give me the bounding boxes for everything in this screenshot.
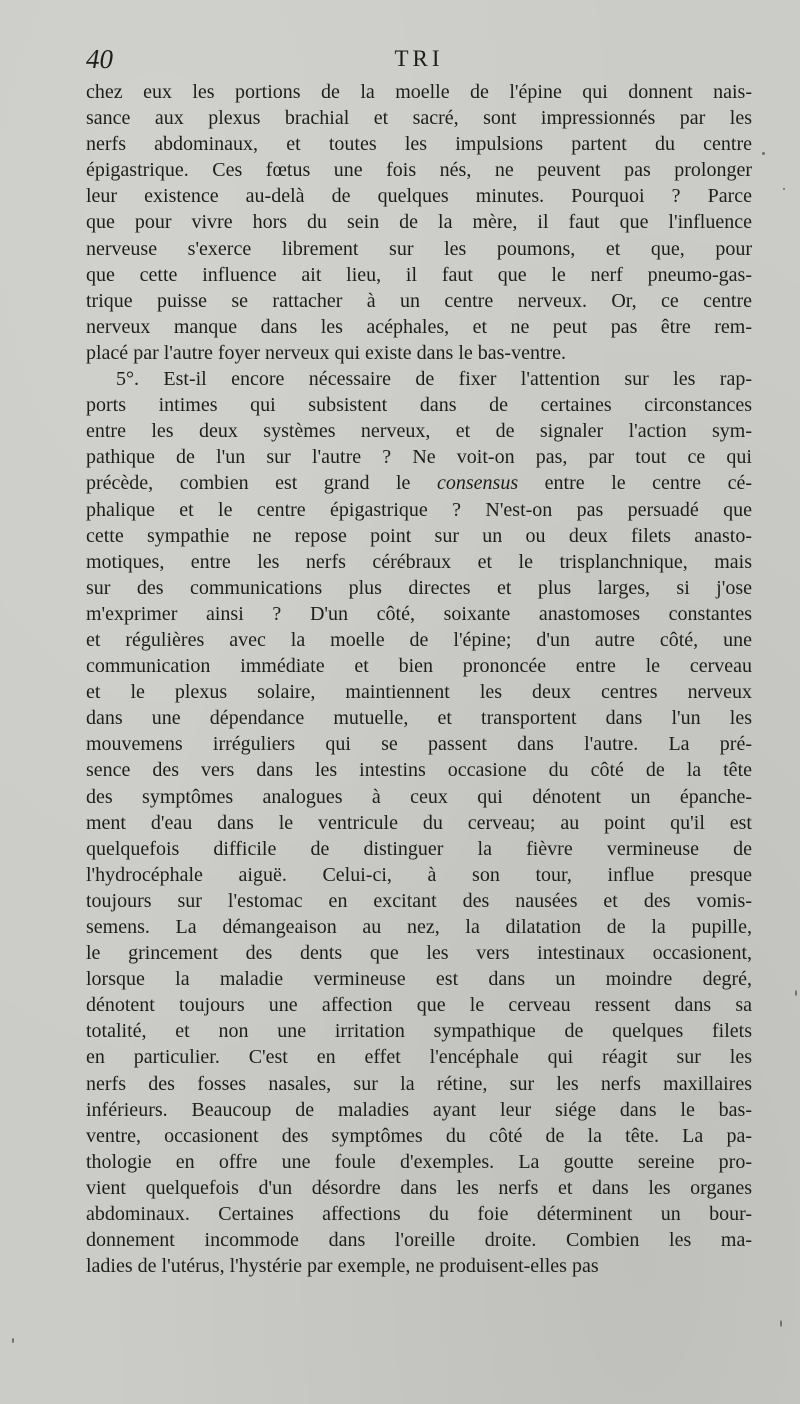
text-line: dénotent toujours une affection que le cerveau ressent dans sa <box>86 994 752 1017</box>
text-line: épigastrique. Ces fœtus une fois nés, ne peuvent pas prolonger <box>86 159 752 182</box>
text-line <box>86 470 752 496</box>
text-line: le grincement des dents que les vers intestinaux occasionent, <box>86 942 752 965</box>
text-segment: précède, combien est grand le <box>86 472 437 495</box>
text-line: sence des vers dans les intestins occasione du côté de la tête <box>86 759 752 782</box>
paper-speck <box>795 990 797 996</box>
text-line: abdominaux. Certaines affections du foie déterminent un bour- <box>86 1203 752 1226</box>
running-title: TRI <box>394 46 444 71</box>
paper-speck <box>762 152 765 155</box>
text-line: 5°. Est-il encore nécessaire de fixer l'attention sur les rap- <box>116 368 752 391</box>
text-line: dans une dépendance mutuelle, et transportent dans l'un les <box>86 707 752 730</box>
paper-speck <box>783 188 785 190</box>
paper-speck <box>780 1320 782 1327</box>
text-line: chez eux les portions de la moelle de l'épine qui donnent nais- <box>86 81 752 103</box>
text-line: l'hydrocéphale aiguë. Celui-ci, à son tour, influe presque <box>86 863 752 886</box>
text-segment: entre le centre cé- <box>518 472 752 495</box>
text-line: lorsque la maladie vermineuse est dans un moindre degré, <box>86 968 752 991</box>
page-number: 40 <box>86 44 113 74</box>
text-line: thologie en offre une foule d'exemples. La goutte sereine pro- <box>86 1150 752 1173</box>
text-line: en particulier. C'est en effet l'encéphale qui réagit sur les <box>86 1046 752 1069</box>
italic-term: consensus <box>437 472 519 495</box>
text-line: sance aux plexus brachial et sacré, sont impressionnés par les <box>86 107 752 130</box>
text-line: que pour vivre hors du sein de la mère, il faut que l'influence <box>86 211 752 234</box>
text-line: motiques, entre les nerfs cérébraux et le trisplanchnique, mais <box>86 550 752 573</box>
text-line: sur des communications plus directes et plus larges, si j'ose <box>86 576 752 599</box>
text-line: et régulières avec la moelle de l'épine; d'un autre côté, une <box>86 628 752 651</box>
body-text <box>86 79 752 1279</box>
text-line: nerveux manque dans les acéphales, et ne peut pas être rem- <box>86 315 752 338</box>
text-line: nerfs des fosses nasales, sur la rétine, sur les nerfs maxillaires <box>86 1072 752 1095</box>
text-line: des symptômes analogues à ceux qui dénotent un épanche- <box>86 785 752 808</box>
text-line: toujours sur l'estomac en excitant des nausées et des vomis- <box>86 889 752 912</box>
text-line: vient quelquefois d'un désordre dans les nerfs et dans les organes <box>86 1176 752 1199</box>
paper-speck <box>12 1338 14 1343</box>
text-line: cette sympathie ne repose point sur un ou deux filets anasto- <box>86 524 752 547</box>
text-line: inférieurs. Beaucoup de maladies ayant leur siége dans le bas- <box>86 1098 752 1121</box>
running-head <box>86 44 752 78</box>
text-line: donnement incommode dans l'oreille droite. Combien les ma- <box>86 1229 752 1252</box>
text-line: pathique de l'un sur l'autre ? Ne voit-on pas, par tout ce qui <box>86 446 752 469</box>
text-line: entre les deux systèmes nerveux, et de signaler l'action sym- <box>86 420 752 443</box>
text-line: communication immédiate et bien prononcée entre le cerveau <box>86 655 752 678</box>
text-line: trique puisse se rattacher à un centre nerveux. Or, ce centre <box>86 289 752 312</box>
text-line: phalique et le centre épigastrique ? N'est-on pas persuadé que <box>86 498 752 521</box>
text-line: ment d'eau dans le ventricule du cerveau; au point qu'il est <box>86 811 752 834</box>
text-line: mouvemens irréguliers qui se passent dans l'autre. La pré- <box>86 733 752 756</box>
text-line: m'exprimer ainsi ? D'un côté, soixante anastomoses constantes <box>86 602 752 625</box>
text-line: ports intimes qui subsistent dans de certaines circonstances <box>86 394 752 417</box>
text-line: semens. La démangeaison au nez, la dilatation de la pupille, <box>86 916 752 938</box>
text-line: et le plexus solaire, maintiennent les deux centres nerveux <box>86 681 752 704</box>
text-line: nerfs abdominaux, et toutes les impulsions partent du centre <box>86 133 752 156</box>
text-line: ventre, occasionent des symptômes du côté de la tête. La pa- <box>86 1124 752 1147</box>
text-line: quelquefois difficile de distinguer la fièvre vermineuse de <box>86 837 752 860</box>
text-line: leur existence au-delà de quelques minutes. Pourquoi ? Parce <box>86 185 752 208</box>
text-line: totalité, et non une irritation sympathique de quelques filets <box>86 1020 752 1043</box>
text-line: placé par l'autre foyer nerveux qui existe dans le bas-ventre. <box>86 341 567 364</box>
text-line: ladies de l'utérus, l'hystérie par exemple, ne produisent-elles pas <box>86 1255 599 1278</box>
text-line: que cette influence ait lieu, il faut que le nerf pneumo-gas- <box>86 263 752 286</box>
text-line: nerveuse s'exerce librement sur les poumons, et que, pour <box>86 237 752 260</box>
